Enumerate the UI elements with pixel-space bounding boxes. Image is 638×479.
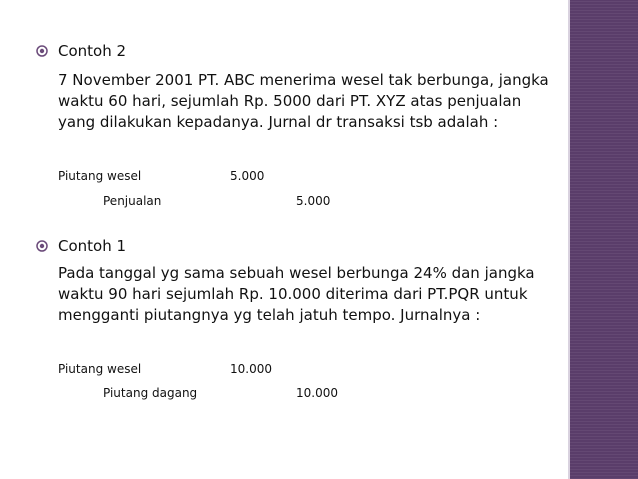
example1-line-2: waktu 90 hari sejumlah Rp. 10.000 diterima dari PT.PQR untuk [58, 285, 528, 303]
example2-heading: Contoh 2 [58, 42, 127, 60]
example2-description [58, 70, 598, 133]
example1-debit-account: Piutang wesel [58, 362, 142, 376]
example1-credit-amount: 10.000 [296, 386, 338, 400]
target-bullet-icon [36, 45, 48, 57]
target-bullet-icon [36, 240, 48, 252]
example1-description [58, 263, 598, 326]
example2-credit-amount: 5.000 [296, 194, 331, 208]
example2-line-2: waktu 60 hari, sejumlah Rp. 5000 dari PT. XYZ atas penjualan [58, 92, 522, 110]
example1-heading: Contoh 1 [58, 237, 127, 255]
example1-line-3: mengganti piutangnya yg telah jatuh tempo. Jurnalnya : [58, 306, 481, 324]
example1-credit-account: Piutang dagang [103, 386, 198, 400]
example1-debit-amount: 10.000 [230, 362, 272, 376]
example1-line-1: Pada tanggal yg sama sebuah wesel berbunga 24% dan jangka [58, 264, 535, 282]
example2-line-1: 7 November 2001 PT. ABC menerima wesel tak berbunga, jangka [58, 71, 549, 89]
example2-debit-account: Piutang wesel [58, 169, 142, 183]
example2-debit-amount: 5.000 [230, 169, 265, 183]
example2-line-3: yang dilakukan kepadanya. Jurnal dr transaksi tsb adalah : [58, 113, 499, 131]
example2-credit-account: Penjualan [103, 194, 162, 208]
